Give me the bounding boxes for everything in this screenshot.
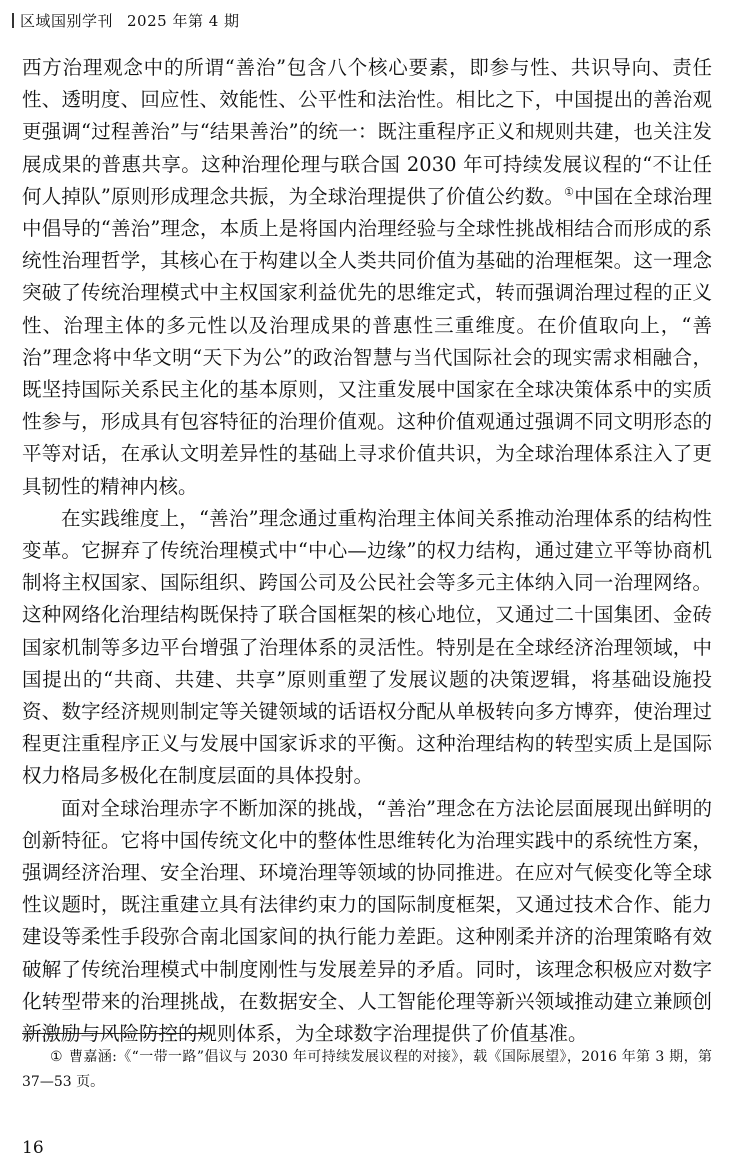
issue-label: 2025 年第 4 期	[127, 12, 240, 30]
paragraph-2: 在实践维度上，“善治”理念通过重构治理主体间关系推动治理体系的结构性变革。它摒弃了传统治理模式中“中心—边缘”的权力结构，通过建立平等协商机制将主权国家、国际组织、跨国公司及公民社会等多元主体纳入同一治理网络。这种网络化治理结构既保持了联合国框架的核心地位，又通过二十国集团、金砖国家机制等多边平台增强了治理体系的灵活性。特别是在全球经济治理领域，中国提出的“共商、共建、共享”原则重塑了发展议题的决策逻辑，将基础设施投资、数字经济规则制定等关键领域的话语权分配从单极转向多方博弈，使治理过程更注重程序正义与发展中国家诉求的平衡。这种治理结构的转型实质上是国际权力格局多极化在制度层面的具体投射。	[22, 506, 712, 788]
running-head	[12, 10, 240, 31]
footnote-text: 曹嘉涵:《“一带一路”倡议与 2030 年可持续发展议程的对接》，载《国际展望》，2016 年第 3 期，第 37—53 页。	[22, 1049, 712, 1090]
header-bar	[12, 13, 14, 28]
paragraph-1	[22, 52, 712, 503]
journal-name: 区域国别学刊	[20, 12, 114, 30]
page-number: 16	[22, 1138, 44, 1158]
footnote-reference[interactable]: ①	[564, 185, 575, 199]
article-body	[22, 52, 712, 1050]
footnote-divider	[22, 1033, 207, 1034]
paragraph-1-text: 西方治理观念中的所谓“善治”包含八个核心要素，即参与性、共识导向、责任性、透明度、回应性、效能性、公平性和法治性。相比之下，中国提出的善治观更强调“过程善治”与“结果善治”的统一：既注重程序正义和规则共建，也关注发展成果的普惠共享。这种治理伦理与联合国 2030 年可持续发展议程的“不让任何人掉队”原则形成理念共振，为全球治理提供了价值公约数。	[22, 56, 712, 208]
footnote-number: ①	[50, 1049, 63, 1065]
paragraph-1-text-cont: 中国在全球治理中倡导的“善治”理念，本质上是将国内治理经验与全球性挑战相结合而形成的系统性治理哲学，其核心在于构建以全人类共同价值为基础的治理框架。这一理念突破了传统治理模式中主权国家利益优先的思维定式，转而强调治理过程的正义性、治理主体的多元性以及治理成果的普惠性三重维度。在价值取向上，“善治”理念将中华文明“天下为公”的政治智慧与当代国际社会的现实需求相融合，既坚持国际关系民主化的基本原则，又注重发展中国家在全球决策体系中的实质性参与，形成具有包容特征的治理价值观。这种价值观通过强调不同文明形态的平等对话，在承认文明差异性的基础上寻求价值共识，为全球治理体系注入了更具韧性的精神内核。	[22, 184, 712, 498]
footnote	[22, 1045, 712, 1095]
paragraph-3: 面对全球治理赤字不断加深的挑战，“善治”理念在方法论层面展现出鲜明的创新特征。它将中国传统文化中的整体性思维转化为治理实践中的系统性方案，强调经济治理、安全治理、环境治理等领域的协同推进。在应对气候变化等全球性议题时，既注重建立具有法律约束力的国际制度框架，又通过技术合作、能力建设等柔性手段弥合南北国家间的执行能力差距。这种刚柔并济的治理策略有效破解了传统治理模式中制度刚性与发展差异的矛盾。同时，该理念积极应对数字化转型带来的治理挑战，在数据安全、人工智能伦理等新兴领域推动建立兼顾创新激励与风险防控的规则体系，为全球数字治理提供了价值基准。	[22, 796, 712, 1046]
